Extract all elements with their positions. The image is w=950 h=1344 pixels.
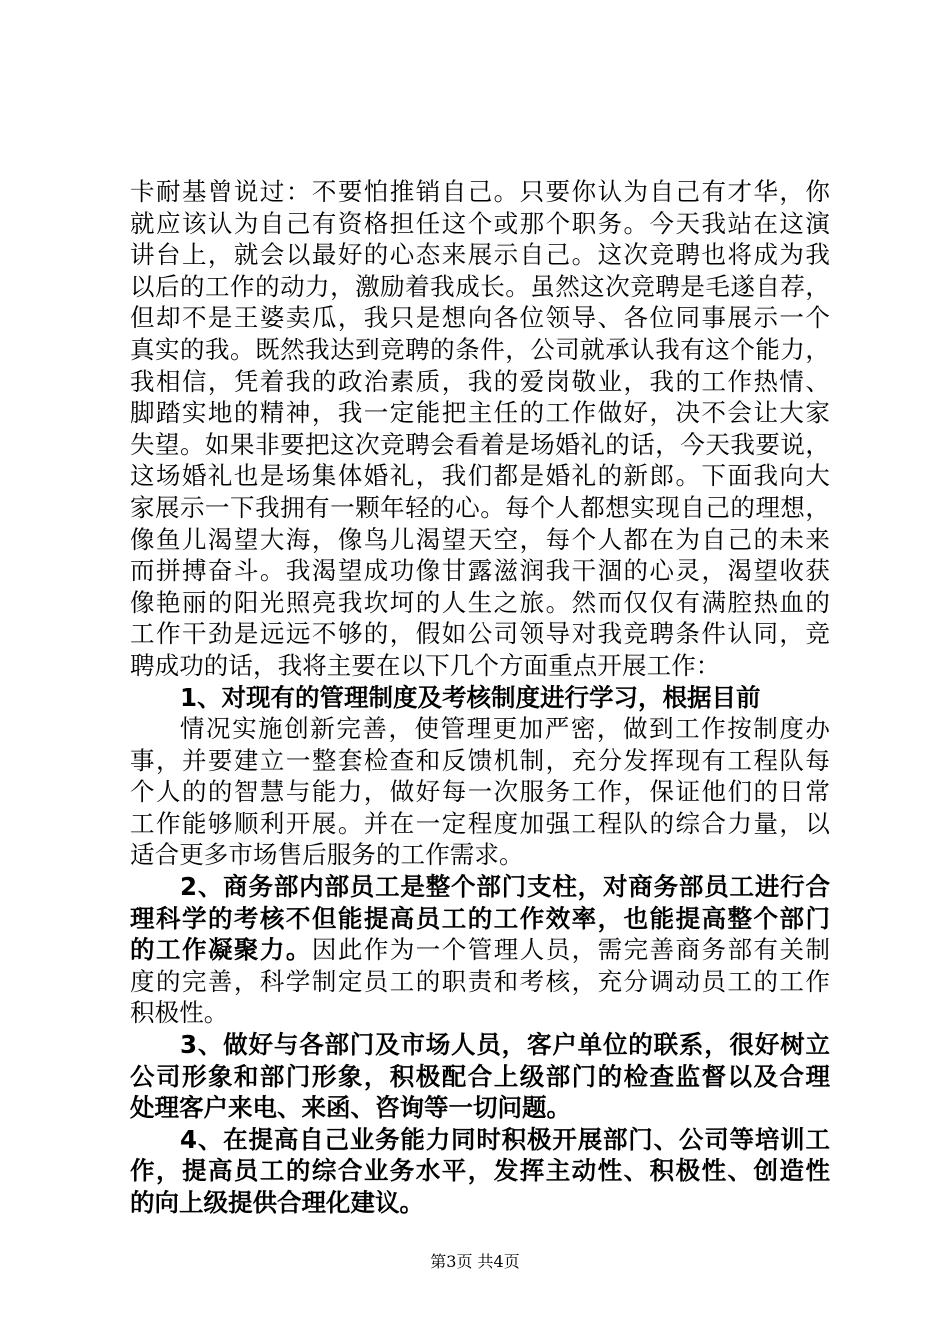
text-line: 事，并要建立一整套检查和反馈机制，充分发挥现有工程队每 bbox=[130, 745, 830, 775]
text-line: 像艳丽的阳光照亮我坎坷的人生之旅。然而仅仅有满腔热血的 bbox=[130, 587, 830, 617]
text-line: 真实的我。既然我达到竞聘的条件，公司就承认我有这个能力， bbox=[130, 334, 830, 364]
text-line: 情况实施创新完善，使管理更加严密，做到工作按制度办 bbox=[180, 714, 830, 744]
item-1-heading: 1、对现有的管理制度及考核制度进行学习，根据目前 bbox=[180, 682, 761, 712]
item-2-bold-segment: 的工作凝聚力。 bbox=[130, 935, 312, 965]
text-line: 脚踏实地的精神，我一定能把主任的工作做好，决不会让大家 bbox=[130, 398, 830, 428]
text-line: 这场婚礼也是场集体婚礼，我们都是婚礼的新郎。下面我向大 bbox=[130, 461, 830, 491]
text-line: 失望。如果非要把这次竞聘会看着是场婚礼的话，今天我要说， bbox=[130, 429, 830, 459]
item-3-line: 3、做好与各部门及市场人员，客户单位的联系，很好树立 bbox=[180, 1030, 830, 1060]
item-4-line: 4、在提高自己业务能力同时积极开展部门、公司等培训工 bbox=[180, 1124, 830, 1154]
item-2-line: 理科学的考核不但能提高员工的工作效率，也能提高整个部门 bbox=[130, 903, 830, 933]
text-line: 而拼搏奋斗。我渴望成功像甘露滋润我干涸的心灵，渴望收获 bbox=[130, 556, 830, 586]
item-3-line: 公司形象和部门形象，积极配合上级部门的检查监督以及合理 bbox=[130, 1061, 830, 1091]
item-3-line: 处理客户来电、来函、咨询等一切问题。 bbox=[130, 1093, 571, 1123]
text-line: 讲台上，就会以最好的心态来展示自己。这次竞聘也将成为我 bbox=[130, 240, 830, 270]
text-line: 适合更多市场售后服务的工作需求。 bbox=[130, 840, 524, 870]
text-line: 但却不是王婆卖瓜，我只是想向各位领导、各位同事展示一个 bbox=[130, 303, 830, 333]
text-line: 积极性。 bbox=[130, 998, 229, 1028]
text-line: 聘成功的话，我将主要在以下几个方面重点开展工作： bbox=[130, 650, 721, 680]
text-line: 度的完善，科学制定员工的职责和考核，充分调动员工的工作 bbox=[130, 966, 830, 996]
page-number-footer: 第3页 共4页 bbox=[430, 1252, 520, 1271]
text-line: 就应该认为自己有资格担任这个或那个职务。今天我站在这演 bbox=[130, 208, 830, 238]
text-line: 卡耐基曾说过：不要怕推销自己。只要你认为自己有才华，你 bbox=[130, 177, 830, 206]
text-line: 我相信，凭着我的政治素质，我的爱岗敬业，我的工作热情、 bbox=[130, 366, 830, 396]
text-line: 工作能够顺利开展。并在一定程度加强工程队的综合力量，以 bbox=[130, 808, 830, 838]
item-2-line: 2、商务部内部员工是整个部门支柱，对商务部员工进行合 bbox=[180, 872, 830, 902]
text-line: 家展示一下我拥有一颗年轻的心。每个人都想实现自己的理想， bbox=[130, 492, 830, 522]
item-4-line: 的向上级提供合理化建议。 bbox=[130, 1188, 424, 1217]
item-4-line: 作，提高员工的综合业务水平，发挥主动性、积极性、创造性 bbox=[130, 1156, 830, 1186]
text-line: 工作干劲是远远不够的，假如公司领导对我竞聘条件认同，竞 bbox=[130, 619, 830, 649]
item-2-serif-segment: 因此作为一个管理人员，需完善商务部有关制 bbox=[311, 935, 831, 965]
item-2-mixed-line bbox=[130, 934, 830, 966]
text-line: 以后的工作的动力，激励着我成长。虽然这次竞聘是毛遂自荐， bbox=[130, 271, 830, 301]
text-line: 个人的的智慧与能力，做好每一次服务工作，保证他们的日常 bbox=[130, 777, 830, 807]
text-line: 像鱼儿渴望大海，像鸟儿渴望天空，每个人都在为自己的未来 bbox=[130, 524, 830, 554]
document-body bbox=[130, 176, 830, 1219]
